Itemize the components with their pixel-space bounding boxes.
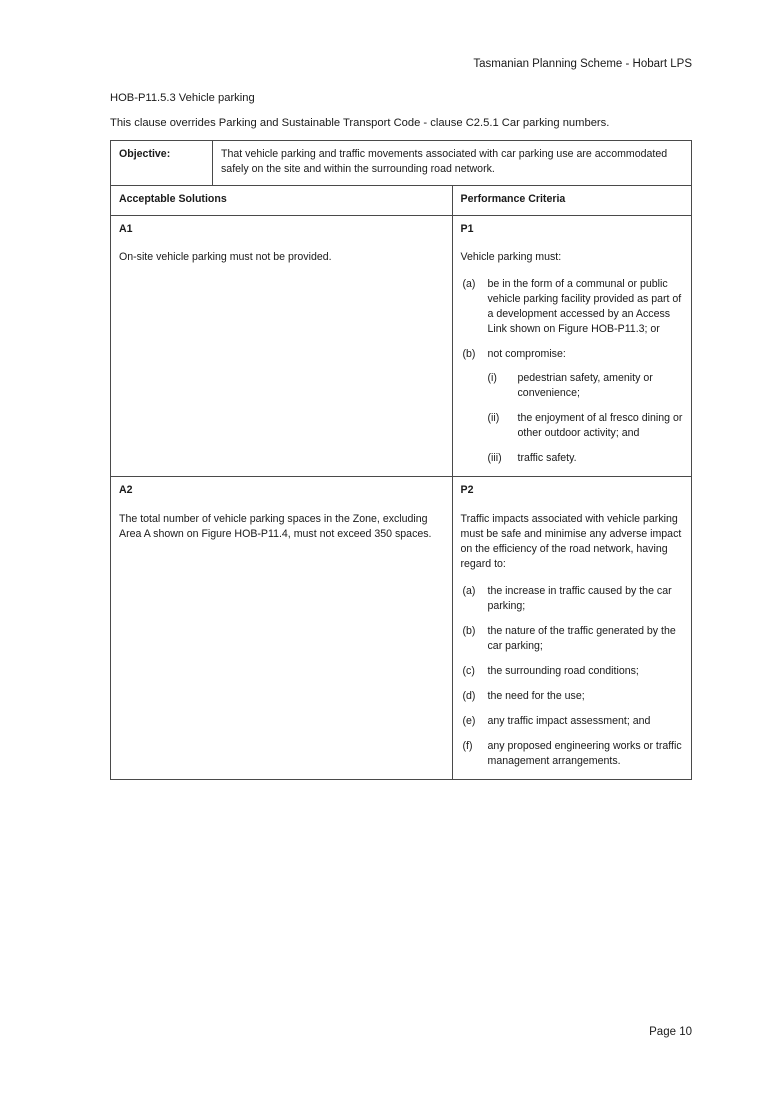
- page-footer: Page 10: [649, 1026, 692, 1038]
- table-row: [111, 216, 692, 477]
- criteria-list-p2: [461, 584, 684, 769]
- list-item: [461, 689, 684, 704]
- list-item: [461, 347, 684, 466]
- criteria-sublist-p1b: [488, 371, 684, 466]
- criteria-lead-in-p2: Traffic impacts associated with vehicle parking must be safe and minimise any adverse impact on the efficiency of the road network, having regard to:: [460, 512, 682, 570]
- list-marker: (a): [462, 278, 476, 291]
- objective-row: [111, 141, 692, 186]
- list-item-text: the increase in traffic caused by the car parking;: [487, 584, 672, 612]
- list-marker: (d): [462, 689, 476, 702]
- list-item: [461, 664, 684, 679]
- column-header-acceptable-solutions: Acceptable Solutions: [111, 186, 453, 216]
- solution-text-a1: On-site vehicle parking must not be provided.: [119, 251, 332, 264]
- objective-label: Objective:: [111, 141, 213, 186]
- standards-table: [110, 140, 692, 780]
- criteria-code-p1: P1: [460, 223, 474, 236]
- cell-performance-criteria-p2: [452, 477, 692, 779]
- cell-acceptable-solution-a2: [111, 477, 453, 779]
- list-item-text: traffic safety.: [517, 452, 577, 465]
- clause-title: HOB-P11.5.3 Vehicle parking: [110, 92, 255, 104]
- list-item: [488, 411, 684, 441]
- list-marker: (b): [462, 624, 476, 637]
- list-item: [461, 277, 684, 337]
- criteria-code-p2: P2: [460, 484, 474, 497]
- list-item: [461, 584, 684, 614]
- list-item: [488, 451, 684, 466]
- list-marker: (i): [487, 372, 497, 385]
- list-marker: (f): [462, 739, 473, 752]
- list-item-text: any traffic impact assessment; and: [487, 714, 651, 727]
- list-item-text: the surrounding road conditions;: [487, 664, 639, 677]
- solution-code-a2: A2: [119, 484, 133, 497]
- list-item-text: the need for the use;: [487, 689, 585, 702]
- solution-text-a2: The total number of vehicle parking spaces in the Zone, excluding Area A shown on Figure HOB-P11.4, must not exceed 350 spaces.: [119, 512, 432, 540]
- column-header-performance-criteria: Performance Criteria: [452, 186, 692, 216]
- list-item: [488, 371, 684, 401]
- solution-code-a1: A1: [119, 223, 133, 236]
- clause-intro-text: This clause overrides Parking and Sustainable Transport Code - clause C2.5.1 Car parking numbers.: [110, 117, 610, 129]
- list-item: [461, 739, 684, 769]
- document-header: Tasmanian Planning Scheme - Hobart LPS: [473, 58, 692, 70]
- list-marker: (b): [462, 348, 476, 361]
- criteria-list-p1: [461, 277, 684, 466]
- list-item-text: the nature of the traffic generated by the car parking;: [487, 624, 676, 652]
- list-item-text: not compromise:: [487, 348, 566, 361]
- list-item-text: be in the form of a communal or public vehicle parking facility provided as part of a development accessed by an Access Link shown on Figure HOB-P11.3; or: [487, 278, 682, 336]
- criteria-lead-in-p1: Vehicle parking must:: [460, 251, 562, 264]
- list-marker: (c): [462, 664, 475, 677]
- list-marker: (a): [462, 584, 476, 597]
- cell-performance-criteria-p1: [452, 216, 692, 477]
- list-item-text: the enjoyment of al fresco dining or other outdoor activity; and: [517, 412, 683, 440]
- list-marker: (e): [462, 714, 476, 727]
- objective-text: That vehicle parking and traffic movements associated with car parking use are accommodated safely on the site and within the surrounding road network.: [213, 141, 692, 186]
- cell-acceptable-solution-a1: [111, 216, 453, 477]
- list-marker: (iii): [487, 452, 502, 465]
- list-item-text: any proposed engineering works or traffic management arrangements.: [487, 739, 682, 767]
- list-marker: (ii): [487, 412, 500, 425]
- table-row: [111, 477, 692, 779]
- list-item: [461, 714, 684, 729]
- list-item: [461, 624, 684, 654]
- list-item-text: pedestrian safety, amenity or convenience;: [517, 372, 653, 400]
- column-header-row: [111, 186, 692, 216]
